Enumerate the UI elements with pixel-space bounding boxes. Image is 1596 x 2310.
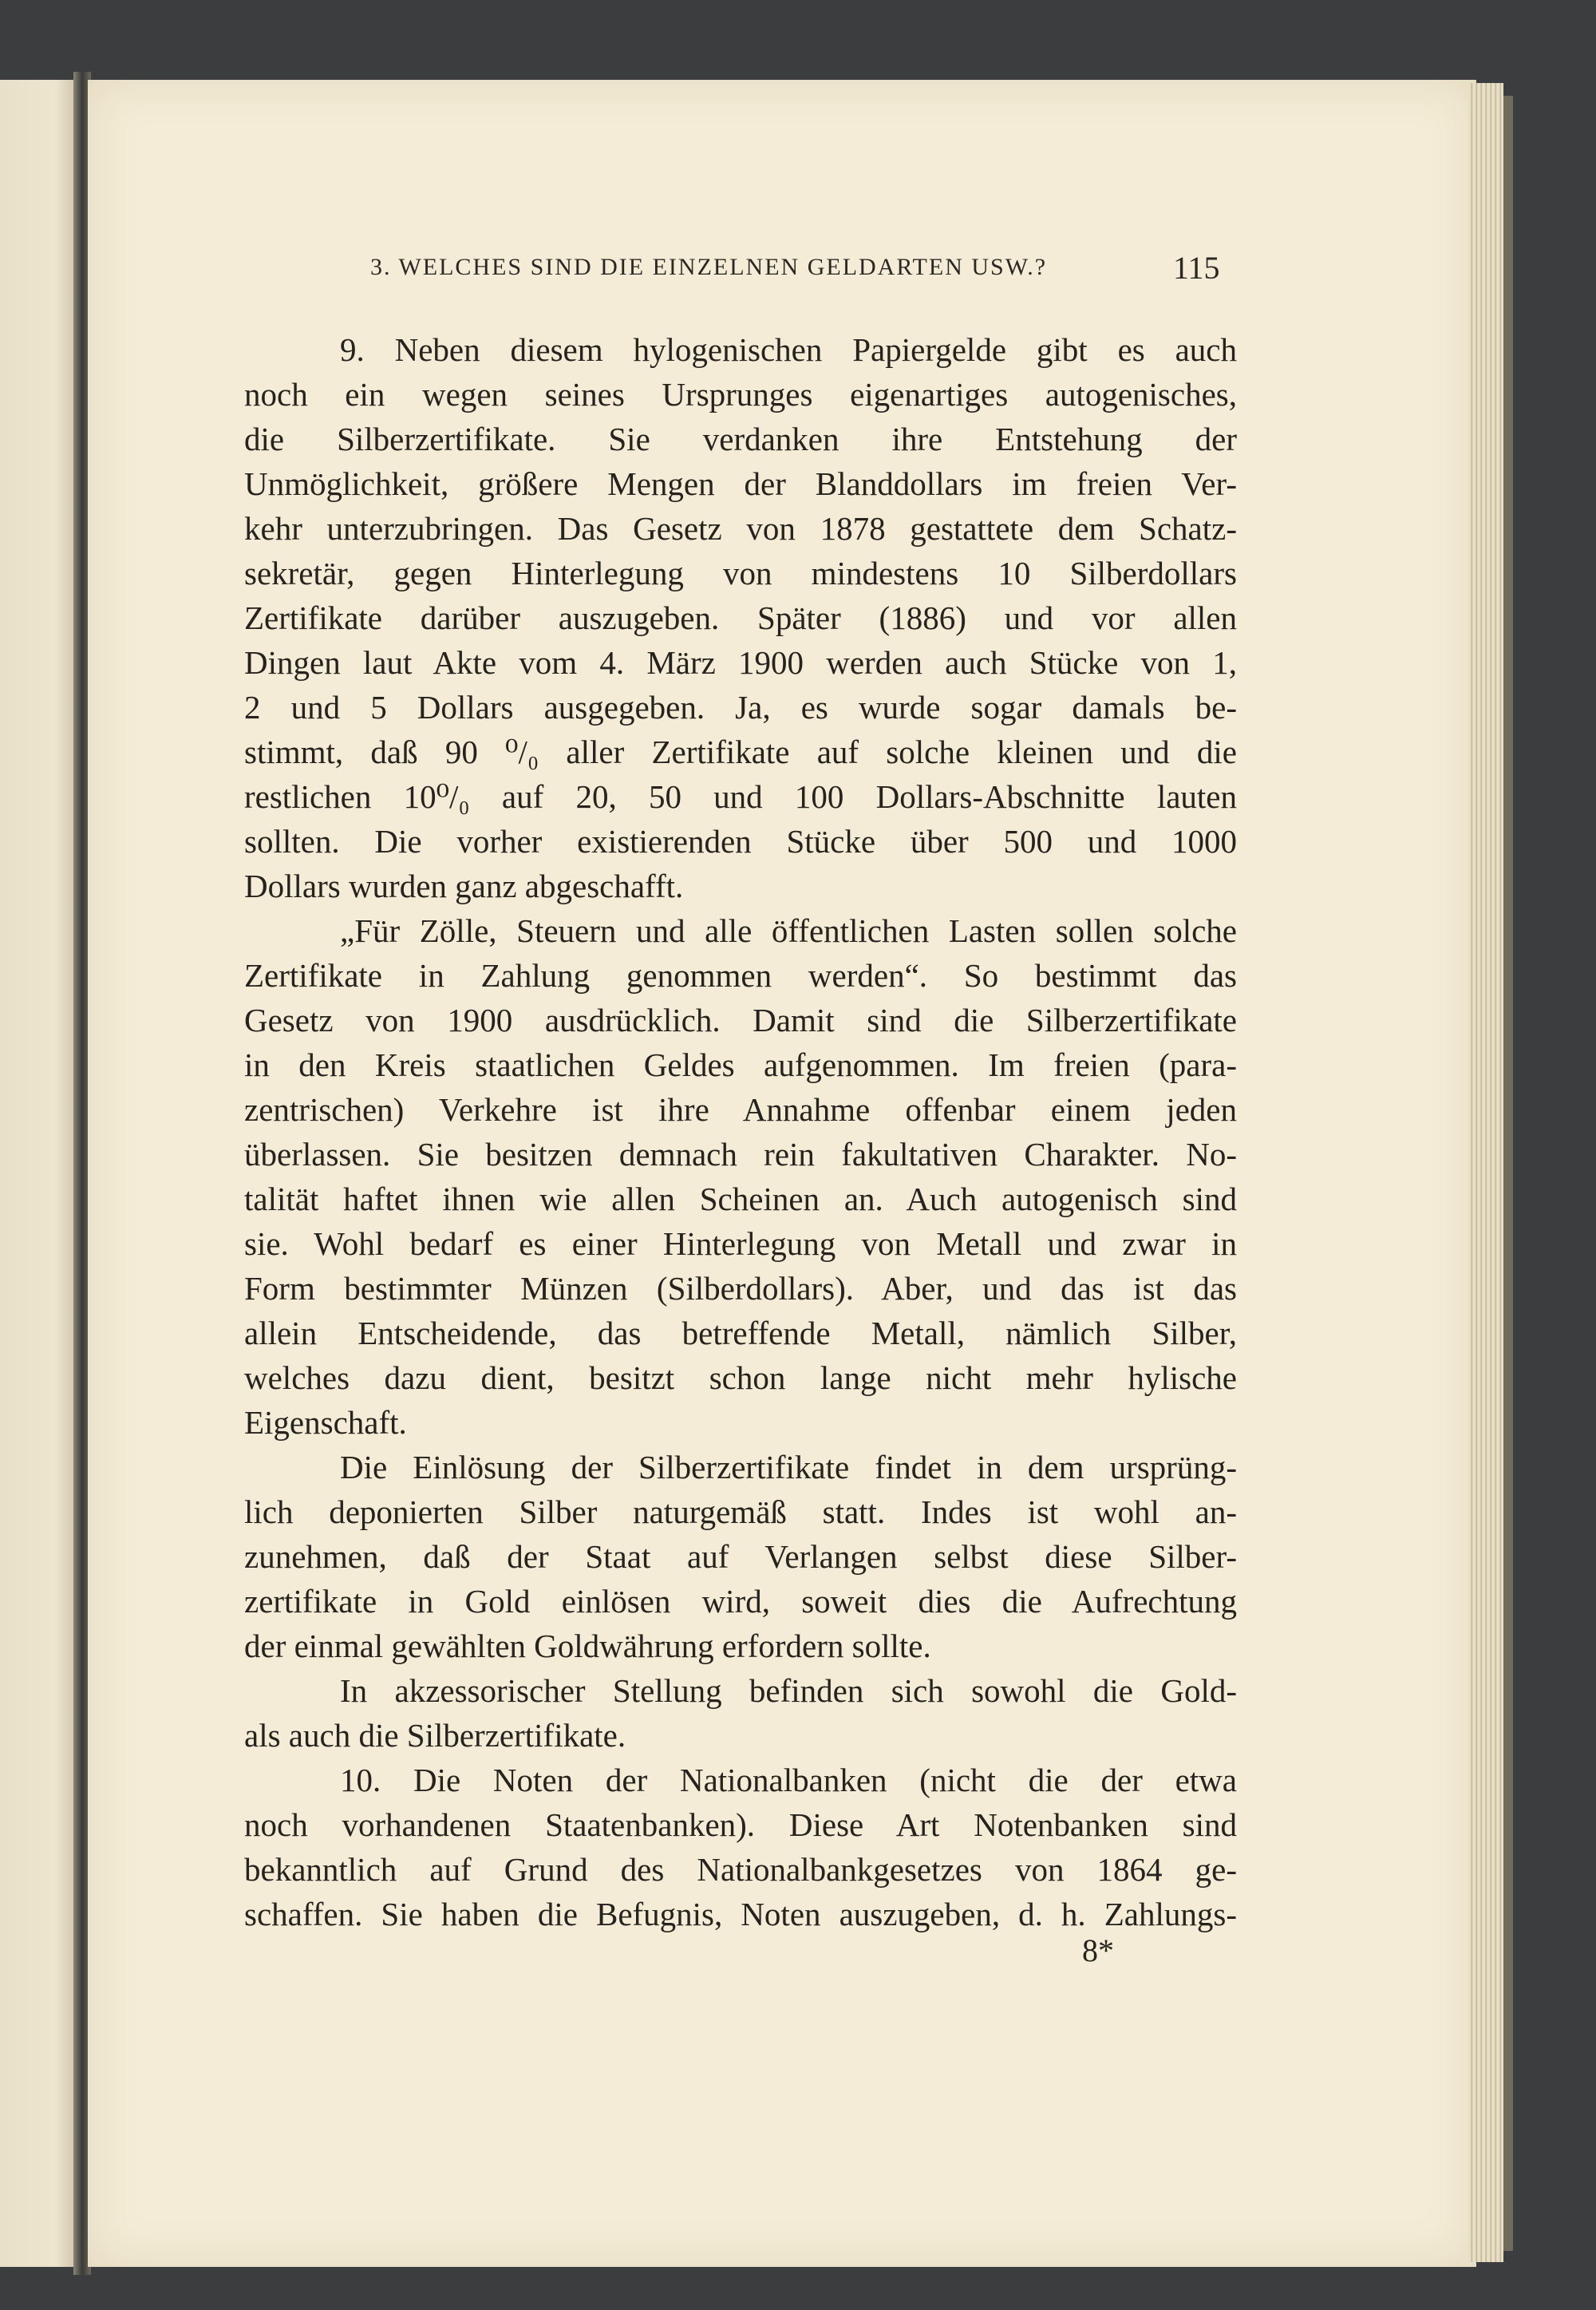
- text-line: der einmal gewählten Goldwährung erfordern sollte.: [244, 1628, 931, 1664]
- text-line: welches dazu dient, besitzt schon lange nicht mehr hylische: [244, 1359, 1237, 1396]
- page-edges-shadow: [1503, 96, 1513, 2251]
- text-line: allein Entscheidende, das betreffende Metall, nämlich Silber,: [244, 1315, 1237, 1351]
- text-line: Dingen laut Akte vom 4. März 1900 werden auch Stücke von 1,: [244, 644, 1237, 681]
- text-line: die Silberzertifikate. Sie verdanken ihre Entstehung der: [244, 421, 1237, 457]
- text-line: Gesetz von 1900 ausdrücklich. Damit sind die Silberzertifikate: [244, 1002, 1237, 1038]
- text-line: noch vorhandenen Staatenbanken). Diese Art Notenbanken sind: [244, 1806, 1237, 1843]
- text-line: Dollars wurden ganz abgeschafft.: [244, 868, 684, 904]
- text-line: Eigenschaft.: [244, 1404, 407, 1441]
- left-page-edge: [0, 80, 80, 2267]
- text-line: In akzessorischer Stellung befinden sich sowohl die Gold-: [340, 1672, 1237, 1709]
- text-line: Zertifikate darüber auszugeben. Später (1886) und vor allen: [244, 599, 1237, 636]
- text-line: bekanntlich auf Grund des Nationalbankgesetzes von 1864 ge-: [244, 1851, 1237, 1888]
- text-line: sie. Wohl bedarf es einer Hinterlegung von Metall und zwar in: [244, 1225, 1237, 1262]
- text-line: zertifikate in Gold einlösen wird, soweit dies die Aufrechtung: [244, 1583, 1237, 1620]
- text-line: 9. Neben diesem hylogenischen Papiergelde gibt es auch: [340, 331, 1237, 368]
- signature-mark: 8*: [1082, 1932, 1114, 1968]
- text-line: zunehmen, daß der Staat auf Verlangen selbst diese Silber-: [244, 1538, 1237, 1575]
- text-line: 10. Die Noten der Nationalbanken (nicht die der etwa: [340, 1762, 1237, 1798]
- page-number: 115: [1173, 250, 1220, 286]
- text-line: „Für Zölle, Steuern und alle öffentlichen Lasten sollen solche: [340, 912, 1237, 949]
- text-line: Unmöglichkeit, größere Mengen der Blanddollars im freien Ver-: [244, 465, 1237, 502]
- page-edges: [1468, 83, 1503, 2262]
- text-line: stimmt, daß 90 ⁰/₀ aller Zertifikate auf solche kleinen und die: [244, 734, 1237, 770]
- text-line: zentrischen) Verkehre ist ihre Annahme offenbar einem jeden: [244, 1091, 1237, 1128]
- text-line: noch ein wegen seines Ursprunges eigenartiges autogenisches,: [244, 376, 1237, 413]
- text-line: kehr unterzubringen. Das Gesetz von 1878 gestattete dem Schatz-: [244, 510, 1237, 547]
- text-line: in den Kreis staatlichen Geldes aufgenommen. Im freien (para-: [244, 1046, 1237, 1083]
- text-line: lich deponierten Silber naturgemäß statt. Indes ist wohl an-: [244, 1493, 1237, 1530]
- text-line: sekretär, gegen Hinterlegung von mindestens 10 Silberdollars: [244, 555, 1237, 591]
- running-head: 3. WELCHES SIND DIE EINZELNEN GELDARTEN USW.?: [370, 254, 1048, 280]
- text-line: sollten. Die vorher existierenden Stücke über 500 und 1000: [244, 823, 1237, 860]
- text-line: 2 und 5 Dollars ausgegeben. Ja, es wurde sogar damals be-: [244, 689, 1237, 726]
- text-line: schaffen. Sie haben die Befugnis, Noten auszugeben, d. h. Zahlungs-: [244, 1896, 1237, 1932]
- text-line: talität haftet ihnen wie allen Scheinen an. Auch autogenisch sind: [244, 1181, 1237, 1217]
- text-line: als auch die Silberzertifikate.: [244, 1717, 626, 1754]
- text-line: Zertifikate in Zahlung genommen werden“. So bestimmt das: [244, 957, 1237, 994]
- text-line: Die Einlösung der Silberzertifikate findet in dem ursprüng-: [340, 1449, 1237, 1485]
- text-line: restlichen 10⁰/₀ auf 20, 50 und 100 Dollars-Abschnitte lauten: [244, 778, 1237, 815]
- text-line: Form bestimmter Münzen (Silberdollars). Aber, und das ist das: [244, 1270, 1237, 1307]
- text-line: überlassen. Sie besitzen demnach rein fakultativen Charakter. No-: [244, 1136, 1237, 1173]
